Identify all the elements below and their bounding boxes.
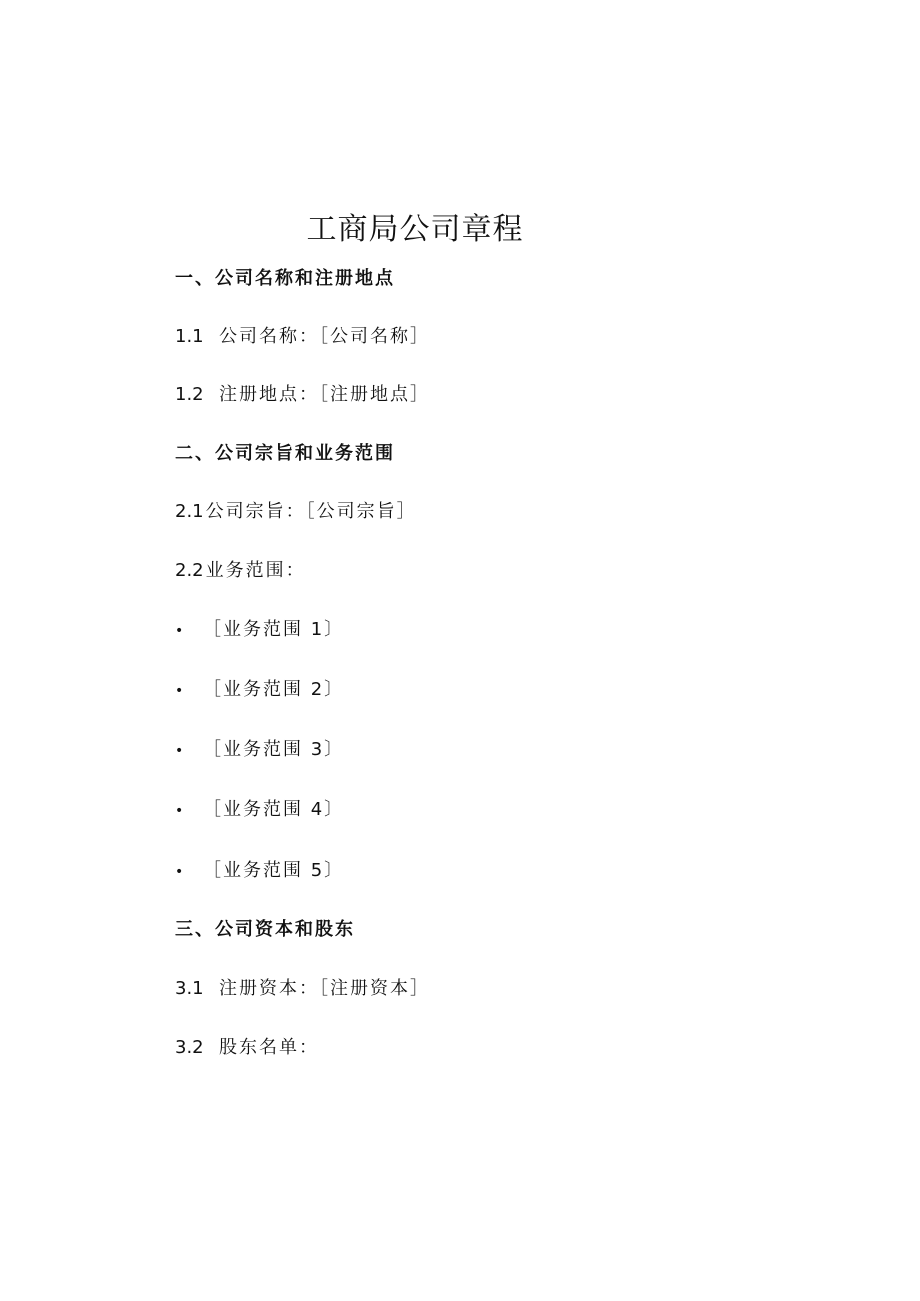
clause-number: 2.2: [175, 560, 204, 581]
bullet-item-1: [175, 617, 344, 644]
clause-number: 1.1: [175, 326, 204, 347]
section-heading-2: 二、公司宗旨和业务范围: [175, 443, 395, 464]
clause-1-1: [175, 324, 430, 350]
bullet-icon: •: [175, 683, 184, 699]
section-heading-3: 三、公司资本和股东: [175, 919, 355, 940]
clause-1-2: [175, 382, 430, 408]
clause-number: 1.2: [175, 384, 204, 405]
bullet-text: ［业务范围 3〕: [203, 739, 345, 760]
bullet-icon: •: [175, 623, 184, 639]
bullet-item-4: [175, 797, 344, 824]
bullet-text: ［业务范围 1〕: [203, 619, 345, 640]
bullet-text: ［业务范围 5〕: [203, 860, 345, 881]
section-heading-1: 一、公司名称和注册地点: [175, 268, 395, 289]
clause-2-2: [175, 558, 306, 584]
bullet-text: ［业务范围 4〕: [203, 799, 345, 820]
clause-number: 3.2: [175, 1037, 204, 1058]
clause-3-2: [175, 1035, 319, 1061]
bullet-icon: •: [175, 864, 184, 880]
clause-text: 股东名单：: [219, 1037, 319, 1058]
document-title: 工商局公司章程: [306, 212, 524, 247]
clause-number: 3.1: [175, 978, 204, 999]
clause-number: 2.1: [175, 501, 204, 522]
clause-text: 公司宗旨：［公司宗旨］: [205, 501, 417, 522]
bullet-item-3: [175, 737, 344, 764]
clause-3-1: [175, 976, 430, 1002]
bullet-icon: •: [175, 743, 184, 759]
clause-text: 注册地点：［注册地点］: [219, 384, 430, 405]
bullet-item-2: [175, 677, 344, 704]
bullet-text: ［业务范围 2〕: [203, 679, 345, 700]
clause-text: 注册资本：［注册资本］: [219, 978, 430, 999]
clause-text: 公司名称：［公司名称］: [219, 326, 430, 347]
clause-2-1: [175, 499, 417, 525]
clause-text: 业务范围：: [205, 560, 306, 581]
bullet-icon: •: [175, 803, 184, 819]
bullet-item-5: [175, 858, 344, 885]
